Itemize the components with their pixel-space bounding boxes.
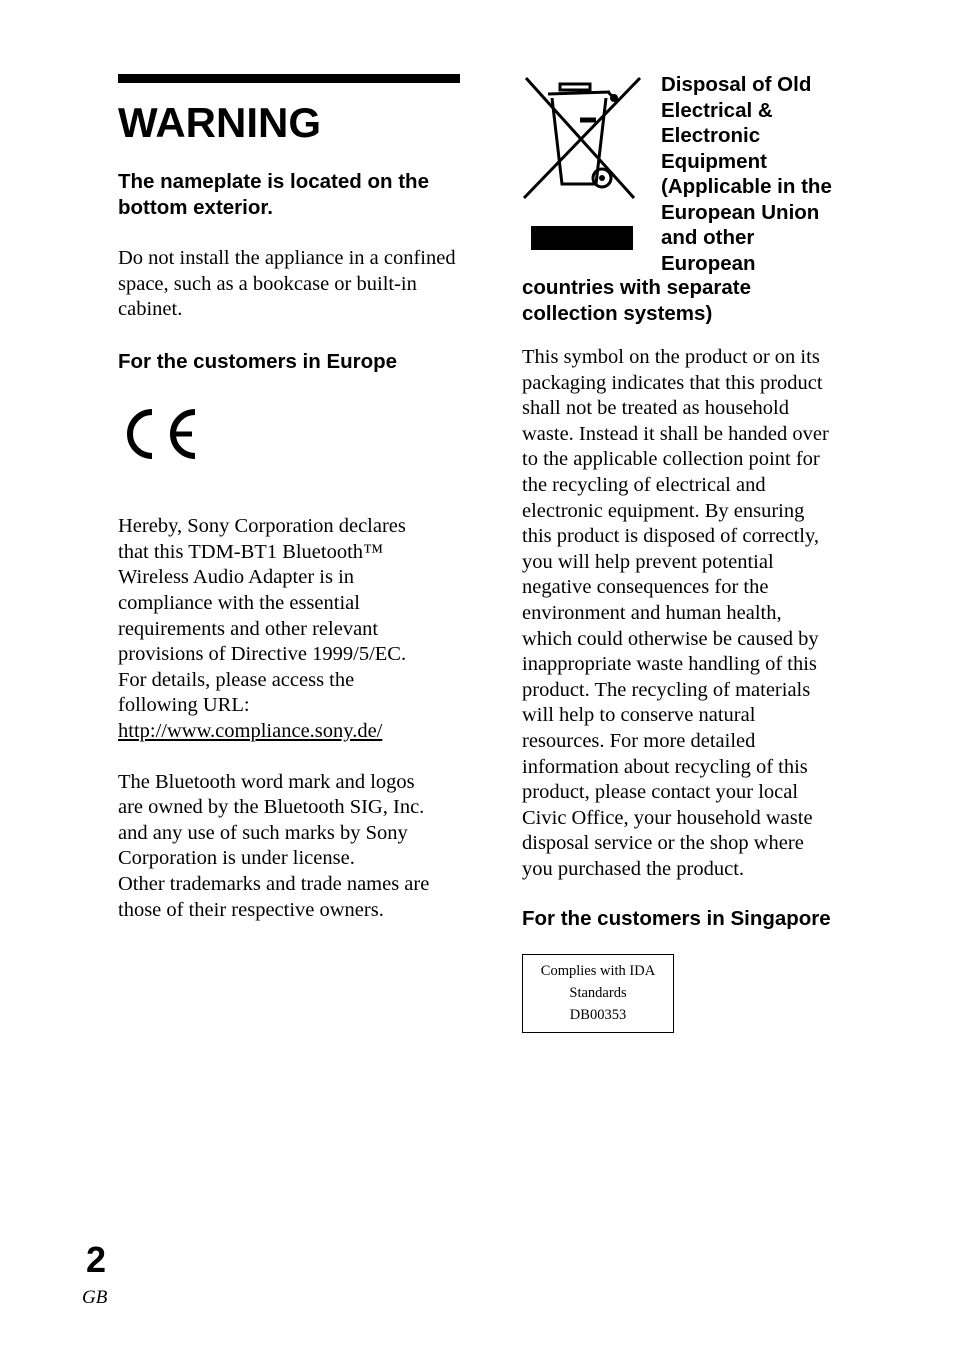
ida-label-line: DB00353	[569, 1007, 627, 1023]
declaration-line: Wireless Audio Adapter is in	[118, 566, 355, 589]
weee-body-line: information about recycling of this	[522, 755, 808, 778]
weee-body-line: waste. Instead it shall be handed over	[522, 422, 829, 445]
weee-heading-line: (Applicable in the	[661, 175, 832, 198]
declaration-line: following URL:	[118, 694, 250, 717]
weee-body-line: inappropriate waste handling of this	[522, 653, 817, 676]
page-title: WARNING	[118, 99, 321, 146]
weee-body-line: you purchased the product.	[522, 857, 745, 880]
weee-body-line: product, please contact your local	[522, 781, 799, 804]
page-number: 2	[86, 1239, 107, 1280]
right-column	[522, 74, 862, 932]
title-rule	[118, 74, 460, 83]
trademark-line: The Bluetooth word mark and logos	[118, 770, 415, 793]
weee-body-line: product. The recycling of materials	[522, 678, 811, 701]
install-warning-text: Do not install the appliance in a confined space, such as a bookcase or built-in cabinet.	[118, 247, 456, 321]
trademark-line: those of their respective owners.	[118, 898, 384, 921]
weee-body-line: shall not be treated as household	[522, 397, 790, 420]
trademark-paragraph	[118, 770, 460, 924]
trademark-line: and any use of such marks by Sony	[118, 821, 408, 844]
declaration-line: requirements and other relevant	[118, 617, 379, 640]
ida-label-line: Standards	[569, 985, 627, 1001]
weee-heading-line: countries with separate	[522, 276, 751, 299]
weee-heading-line: Electronic	[661, 124, 761, 147]
declaration-line: For details, please access the	[118, 668, 355, 691]
declaration-line: compliance with the essential	[118, 592, 360, 615]
ida-label-line: Complies with IDA	[540, 963, 656, 979]
compliance-url-link[interactable]: http://www.compliance.sony.de/	[118, 720, 383, 743]
weee-body-line: electronic equipment. By ensuring	[522, 499, 805, 522]
weee-heading-line: Electrical &	[661, 98, 773, 122]
weee-heading-line: and other	[661, 226, 755, 249]
weee-heading-line: European	[661, 251, 756, 275]
weee-body-line: this product is disposed of correctly,	[522, 525, 819, 548]
singapore-customers-heading: For the customers in Singapore	[522, 907, 831, 931]
weee-body-line: the recycling of electrical and	[522, 473, 766, 496]
weee-heading-line: European Union	[661, 200, 820, 224]
weee-body-line: you will help prevent potential	[522, 550, 774, 573]
trademark-line: Other trademarks and trade names are	[118, 873, 430, 895]
europe-customers-heading: For the customers in Europe	[118, 349, 398, 373]
crossed-out-wheelie-bin-icon	[522, 74, 644, 254]
language-code: GB	[82, 1287, 108, 1308]
weee-heading-line: Disposal of Old	[661, 73, 812, 96]
declaration-paragraph	[118, 514, 460, 744]
declaration-line: provisions of Directive 1999/5/EC.	[118, 643, 407, 666]
weee-body-line: resources. For more detailed	[522, 729, 756, 752]
weee-body-line: This symbol on the product or on its	[522, 346, 820, 368]
left-column	[118, 74, 460, 923]
trademark-line: Corporation is under license.	[118, 847, 355, 870]
weee-heading-line: collection systems)	[522, 301, 713, 325]
ida-compliance-label	[522, 954, 674, 1033]
weee-body-line: which could otherwise be caused by	[522, 627, 819, 650]
weee-body-line: to the applicable collection point for	[522, 448, 820, 471]
weee-body-line: Civic Office, your household waste	[522, 806, 813, 829]
weee-body-line: environment and human health,	[522, 601, 782, 624]
weee-body-line: disposal service or the shop where	[522, 832, 804, 855]
nameplate-heading: The nameplate is located on the bottom exterior.	[118, 170, 429, 219]
weee-heading-line: Equipment	[661, 149, 767, 173]
weee-heading-bottom	[522, 275, 862, 326]
trademark-line: are owned by the Bluetooth SIG, Inc.	[118, 796, 425, 819]
weee-section-header	[522, 74, 862, 326]
ce-mark-icon	[118, 404, 460, 464]
weee-body-line: negative consequences for the	[522, 576, 769, 599]
declaration-line: Hereby, Sony Corporation declares	[118, 515, 406, 538]
weee-body-paragraph	[522, 345, 862, 882]
declaration-line: that this TDM-BT1 Bluetooth™	[118, 540, 384, 563]
weee-body-line: packaging indicates that this product	[522, 371, 823, 394]
weee-heading-top	[661, 72, 866, 276]
weee-body-line: will help to conserve natural	[522, 704, 756, 727]
